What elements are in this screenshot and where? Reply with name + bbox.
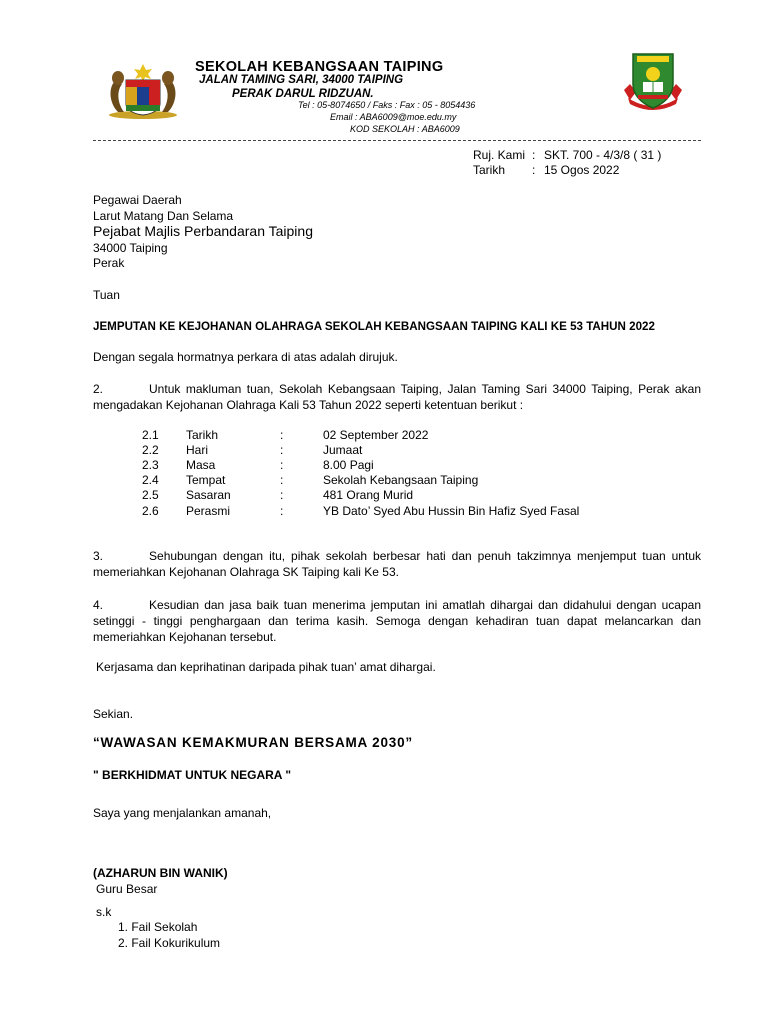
detail-num: 2.5 [142, 488, 159, 502]
slogan-berkhidmat: " BERKHIDMAT UNTUK NEGARA " [93, 768, 292, 782]
school-code: KOD SEKOLAH : ABA6009 [350, 124, 460, 134]
address-line-2: PERAK DARUL RIDZUAN. [232, 88, 374, 100]
detail-value: 02 September 2022 [323, 428, 429, 442]
detail-label: Masa [186, 458, 216, 472]
recipient-line-4: 34000 Taiping [93, 241, 168, 255]
paragraph-3 [93, 548, 701, 580]
detail-value: YB Dato’ Syed Abu Hussin Bin Hafiz Syed Fasal [323, 504, 580, 518]
detail-value: 481 Orang Murid [323, 488, 414, 502]
detail-sep: : [280, 473, 284, 487]
detail-label: Hari [186, 443, 209, 457]
signatory-title: Guru Besar [96, 882, 158, 896]
slogan-wawasan: “WAWASAN KEMAKMURAN BERSAMA 2030” [93, 735, 413, 750]
detail-sep: : [280, 428, 284, 442]
detail-sep: : [280, 443, 284, 457]
recipient-line-3: Pejabat Majlis Perbandaran Taiping [93, 223, 313, 239]
date-sep: : [532, 163, 536, 177]
cc-item: 1. Fail Sekolah [118, 920, 198, 934]
detail-value: 8.00 Pagi [323, 458, 374, 472]
ref-label: Ruj. Kami [473, 148, 526, 162]
recipient-line-2: Larut Matang Dan Selama [93, 209, 234, 223]
date-value: 15 Ogos 2022 [544, 163, 620, 177]
detail-label: Perasmi [186, 504, 231, 518]
school-crest-icon [620, 48, 686, 114]
paragraph-4-text: Kesudian dan jasa baik tuan menerima jemputan ini amatlah dihargai dan didahului dengan ucapan setinggi - tinggi penghargaan dan terima kasih. Semoga dengan kehadiran tuan dapat melancarkan dan memeriahkan Kejohanan tersebut. [93, 598, 701, 644]
detail-num: 2.2 [142, 443, 159, 457]
cc-item: 2. Fail Kokurikulum [118, 936, 221, 950]
recipient-line-1: Pegawai Daerah [93, 193, 182, 207]
detail-label: Tarikh [186, 428, 219, 442]
detail-label: Sasaran [186, 488, 231, 502]
detail-sep: : [280, 504, 284, 518]
date-label: Tarikh [473, 163, 506, 177]
address-line-1: JALAN TAMING SARI, 34000 TAIPING [199, 74, 404, 86]
detail-value: Sekolah Kebangsaan Taiping [323, 473, 479, 487]
paragraph-2 [93, 381, 701, 413]
ref-value: SKT. 700 - 4/3/8 ( 31 ) [544, 148, 662, 162]
phone-fax: Tel : 05-8074650 / Faks : Fax : 05 - 8054436 [298, 100, 476, 110]
malaysia-coat-of-arms-icon [104, 60, 182, 120]
paragraph-4-number: 4. [93, 598, 104, 612]
paragraph-2-text: Untuk makluman tuan, Sekolah Kebangsaan Taiping, Jalan Taming Sari 34000 Taiping, Perak akan mengadakan Kejohanan Olahraga Kali 53 Tahun 2022 seperti ketentuan berikut : [93, 382, 701, 412]
detail-num: 2.1 [142, 428, 159, 442]
school-email: Email : ABA6009@moe.edu.my [330, 112, 457, 122]
recipient-line-5: Perak [93, 256, 125, 270]
paragraph-2-number: 2. [93, 382, 104, 396]
closing-note: Kerjasama dan keprihatinan daripada pihak tuan’ amat dihargai. [96, 660, 436, 674]
signatory-name: (AZHARUN BIN WANIK) [93, 866, 228, 880]
paragraph-3-number: 3. [93, 549, 104, 563]
detail-num: 2.6 [142, 504, 159, 518]
sekian: Sekian. [93, 707, 134, 721]
detail-sep: : [280, 488, 284, 502]
cc-label: s.k [96, 905, 112, 919]
trust-line: Saya yang menjalankan amanah, [93, 806, 272, 820]
detail-num: 2.4 [142, 473, 159, 487]
header-divider [93, 140, 701, 141]
ref-sep: : [532, 148, 536, 162]
salutation: Tuan [93, 288, 120, 302]
paragraph-3-text: Sehubungan dengan itu, pihak sekolah berbesar hati dan penuh takzimnya menjemput tuan untuk memeriahkan Kejohanan Olahraga SK Taiping kali Ke 53. [93, 549, 701, 579]
detail-value: Jumaat [323, 443, 363, 457]
detail-label: Tempat [186, 473, 226, 487]
detail-num: 2.3 [142, 458, 159, 472]
detail-sep: : [280, 458, 284, 472]
opening-line: Dengan segala hormatnya perkara di atas adalah dirujuk. [93, 350, 398, 364]
subject: JEMPUTAN KE KEJOHANAN OLAHRAGA SEKOLAH KEBANGSAAN TAIPING KALI KE 53 TAHUN 2022 [93, 320, 655, 333]
paragraph-4 [93, 597, 701, 645]
school-name: SEKOLAH KEBANGSAAN TAIPING [195, 59, 444, 75]
